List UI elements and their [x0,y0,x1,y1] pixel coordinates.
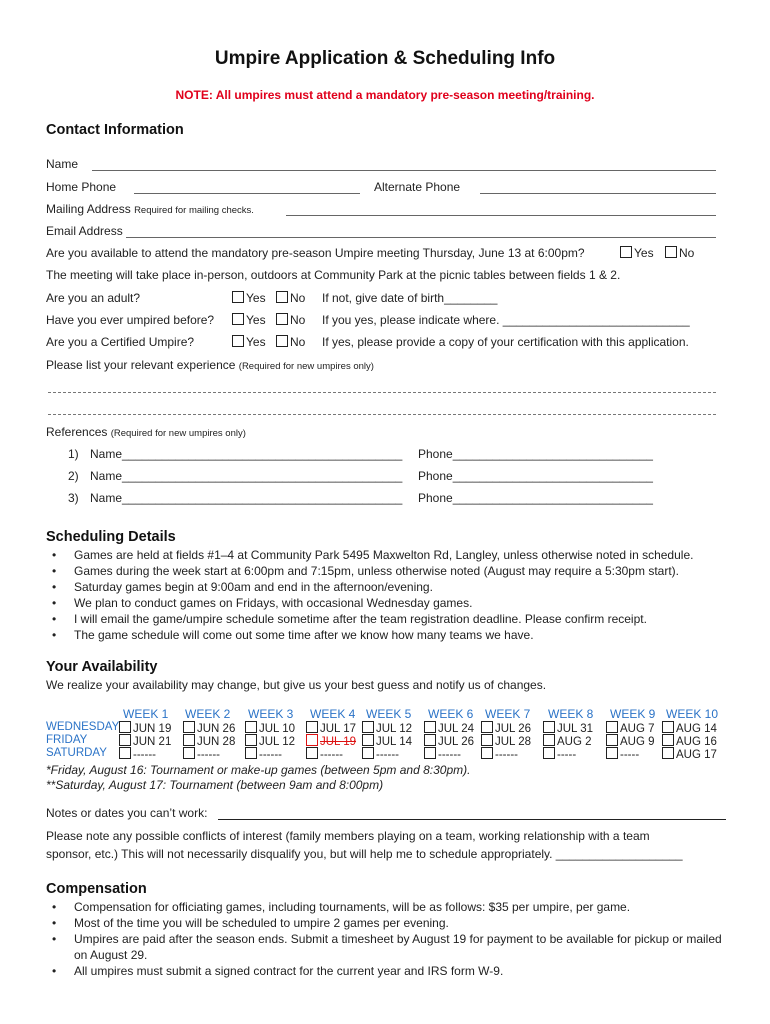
avail-wed-week8[interactable] [543,721,593,735]
checkbox-icon[interactable] [119,721,131,733]
home-phone-field[interactable] [134,193,360,194]
checkbox-icon[interactable] [606,747,618,759]
avail-wed-week3[interactable] [245,721,295,735]
avail-fri-week9[interactable] [606,734,655,748]
email-field[interactable] [126,237,716,238]
reference-phone-field[interactable]: Phone______________________________ [418,491,653,505]
umpired-question: Have you ever umpired before? [46,313,215,327]
umpired-yes-label: Yes [246,313,266,327]
date-label: JUL 17 [320,723,357,735]
references-label [46,425,246,439]
umpired-yes-option[interactable] [232,313,266,327]
date-label: ------ [197,749,220,761]
checkbox-icon[interactable] [543,721,555,733]
reference-name-field[interactable]: Name__________________________________________ [90,447,403,461]
week-header: WEEK 10 [666,707,719,721]
certified-yes-checkbox[interactable] [232,335,244,347]
checkbox-icon[interactable] [662,721,674,733]
date-label: JUL 26 [438,736,475,748]
meeting-no-label: No [679,246,695,260]
reference-name-field[interactable]: Name__________________________________________ [90,469,403,483]
list-item: • We plan to conduct games on Fridays, with occasional Wednesday games. [46,595,746,611]
scheduling-list [46,547,746,643]
checkbox-icon[interactable] [481,721,493,733]
date-label: ------ [320,749,343,761]
avail-sat-week7[interactable] [481,747,518,761]
avail-fri-week8[interactable] [543,734,592,748]
list-item: • Compensation for officiating games, including tournaments, will be as follows: $35 per umpire, per game. [46,899,726,915]
week-header: WEEK 3 [248,707,294,721]
conflicts-text-line2: sponsor, etc.) This will not necessarily disqualify you, but will help me to schedule appropriately. ___________________ [46,847,683,861]
date-label: JUL 28 [495,736,532,748]
avail-fri-week7[interactable] [481,734,531,748]
adult-yes-option[interactable] [232,291,266,305]
meeting-location: The meeting will take place in-person, outdoors at Community Park at the picnic tables between fields 1 & 2. [46,268,621,282]
week-header: WEEK 5 [366,707,412,721]
date-label: AUG 2 [557,736,592,748]
footnote-friday: *Friday, August 16: Tournament or make-up games (between 5pm and 8:30pm). [46,763,471,777]
availability-intro: We realize your availability may change, but give us your best guess and notify us of changes. [46,678,547,692]
reference-phone-field[interactable]: Phone______________________________ [418,447,653,461]
checkbox-icon[interactable] [119,734,131,746]
checkbox-icon[interactable] [306,734,318,746]
avail-sat-week1[interactable] [119,747,156,761]
compensation-list [46,899,726,979]
experience-text: Please list your relevant experience [46,358,236,372]
week-header: WEEK 2 [185,707,231,721]
list-item: • Games during the week start at 6:00pm and 7:15pm, unless otherwise noted (August may require a 5:30pm start). [46,563,746,579]
name-label: Name [46,157,79,171]
avail-wed-week6[interactable] [424,721,474,735]
checkbox-icon[interactable] [606,734,618,746]
meeting-yes-label: Yes [634,246,654,260]
adult-no-checkbox[interactable] [276,291,288,303]
date-label: ------ [259,749,282,761]
reference-row [68,447,79,461]
checkbox-icon[interactable] [183,734,195,746]
checkbox-icon[interactable] [362,734,374,746]
checkbox-icon[interactable] [119,747,131,759]
notes-field[interactable] [218,819,726,820]
avail-fri-week6[interactable] [424,734,474,748]
date-label: AUG 16 [676,736,717,748]
date-label: ------ [133,749,156,761]
checkbox-icon[interactable] [362,747,374,759]
alternate-phone-label: Alternate Phone [374,180,461,194]
scheduling-heading: Scheduling Details [46,529,176,545]
day-label-wednesday: WEDNESDAY [46,721,120,733]
compensation-heading: Compensation [46,881,147,897]
week-header: WEEK 8 [548,707,594,721]
list-item: • I will email the game/umpire schedule sometime after the team registration deadline. Please confirm receipt. [46,611,746,627]
date-label: AUG 17 [676,749,717,761]
umpired-no-checkbox[interactable] [276,313,288,325]
certified-no-checkbox[interactable] [276,335,288,347]
avail-sat-week8[interactable] [543,747,576,761]
list-item: • Saturday games begin at 9:00am and end in the afternoon/evening. [46,579,746,595]
checkbox-icon[interactable] [245,721,257,733]
reference-row [68,491,79,505]
reference-number: 2) [68,469,79,483]
date-label: ----- [620,749,640,761]
certified-question: Are you a Certified Umpire? [46,335,195,349]
certified-yes-label: Yes [246,335,266,349]
email-label: Email Address [46,224,123,238]
week-header: WEEK 9 [610,707,656,721]
date-label: JUN 21 [133,736,172,748]
checkbox-icon[interactable] [543,747,555,759]
week-header: WEEK 7 [485,707,531,721]
week-header: WEEK 1 [123,707,169,721]
checkbox-icon[interactable] [481,747,493,759]
date-label: JUN 26 [197,723,236,735]
avail-wed-week4[interactable] [306,721,356,735]
date-label: AUG 7 [620,723,655,735]
notes-label: Notes or dates you can’t work: [46,806,208,820]
checkbox-icon[interactable] [362,721,374,733]
meeting-question: Are you available to attend the mandatory pre-season Umpire meeting Thursday, June 13 at 6:00pm? [46,246,585,260]
avail-fri-week1[interactable] [119,734,171,748]
date-label: ------ [438,749,461,761]
avail-wed-week9[interactable] [606,721,655,735]
certified-no-option[interactable] [276,335,305,349]
certified-no-label: No [290,335,306,349]
checkbox-icon[interactable] [306,747,318,759]
avail-sat-week6[interactable] [424,747,461,761]
list-item: • All umpires must submit a signed contract for the current year and IRS form W-9. [46,963,726,979]
footnote-saturday: **Saturday, August 17: Tournament (between 9am and 8:00pm) [46,778,384,792]
day-label-friday: FRIDAY [46,734,88,746]
date-label: JUN 19 [133,723,172,735]
date-label: ----- [557,749,577,761]
date-label: JUL 12 [376,723,413,735]
mailing-address-hint: Required for mailing checks. [134,205,254,216]
certified-followup: If yes, please provide a copy of your certification with this application. [322,335,689,349]
meeting-no-checkbox[interactable] [665,246,677,258]
checkbox-icon[interactable] [662,734,674,746]
page-title: Umpire Application & Scheduling Info [214,48,556,69]
checkbox-icon[interactable] [424,747,436,759]
avail-sat-week2[interactable] [183,747,220,761]
avail-wed-week10[interactable] [662,721,717,735]
list-item: • Games are held at fields #1–4 at Community Park 5495 Maxwelton Rd, Langley, unless otherwise noted in schedule. [46,547,746,563]
mandatory-meeting-note: NOTE: All umpires must attend a mandatory pre-season meeting/training. [175,88,595,102]
checkbox-icon[interactable] [481,734,493,746]
references-text: References [46,425,108,439]
mailing-address-field[interactable] [286,215,716,216]
adult-no-option[interactable] [276,291,305,305]
reference-row [68,469,79,483]
name-field[interactable] [92,170,716,171]
experience-line-1[interactable] [48,392,716,393]
date-label: JUL 24 [438,723,475,735]
date-label: JUL 14 [376,736,413,748]
checkbox-icon[interactable] [183,747,195,759]
avail-fri-week10[interactable] [662,734,717,748]
adult-yes-checkbox[interactable] [232,291,244,303]
date-label: JUL 26 [495,723,532,735]
avail-fri-week5[interactable] [362,734,412,748]
umpired-followup: If you yes, please indicate where. ____________________________ [322,313,690,327]
avail-wed-week1[interactable] [119,721,171,735]
day-label-saturday: SATURDAY [46,747,107,759]
home-phone-label: Home Phone [46,180,117,194]
umpired-no-label: No [290,313,306,327]
reference-phone-field[interactable]: Phone______________________________ [418,469,653,483]
experience-label [46,358,374,372]
date-label: ------ [376,749,399,761]
certified-yes-option[interactable] [232,335,266,349]
checkbox-icon[interactable] [424,721,436,733]
contact-heading: Contact Information [46,122,184,138]
avail-sat-week4[interactable] [306,747,343,761]
meeting-no-option[interactable] [665,246,694,260]
checkbox-icon[interactable] [245,734,257,746]
week-header: WEEK 4 [310,707,356,721]
checkbox-icon[interactable] [543,734,555,746]
umpired-yes-checkbox[interactable] [232,313,244,325]
checkbox-icon[interactable] [662,747,674,759]
list-item: • The game schedule will come out some time after we know how many teams we have. [46,627,746,643]
date-label: JUL 19 [320,736,357,748]
avail-sat-week5[interactable] [362,747,399,761]
avail-wed-week5[interactable] [362,721,412,735]
avail-fri-week4[interactable] [306,734,356,748]
adult-followup: If not, give date of birth________ [322,291,498,305]
adult-yes-label: Yes [246,291,266,305]
avail-fri-week3[interactable] [245,734,295,748]
checkbox-icon[interactable] [306,721,318,733]
experience-line-2[interactable] [48,414,716,415]
date-label: ------ [495,749,518,761]
umpired-no-option[interactable] [276,313,305,327]
date-label: AUG 9 [620,736,655,748]
reference-number: 1) [68,447,79,461]
availability-heading: Your Availability [46,659,158,675]
date-label: JUL 10 [259,723,296,735]
mailing-address-text: Mailing Address [46,202,131,216]
meeting-yes-option[interactable] [620,246,654,260]
adult-no-label: No [290,291,306,305]
meeting-yes-checkbox[interactable] [620,246,632,258]
references-hint: (Required for new umpires only) [110,428,246,439]
week-header: WEEK 6 [428,707,474,721]
avail-sat-week3[interactable] [245,747,282,761]
checkbox-icon[interactable] [245,747,257,759]
avail-sat-week9[interactable] [606,747,639,761]
reference-name-field[interactable]: Name__________________________________________ [90,491,403,505]
experience-hint: (Required for new umpires only) [238,361,374,372]
alternate-phone-field[interactable] [480,193,716,194]
reference-number: 3) [68,491,79,505]
mailing-address-label [46,202,254,216]
date-label: JUN 28 [197,736,236,748]
list-item: • Most of the time you will be scheduled to umpire 2 games per evening. [46,915,726,931]
checkbox-icon[interactable] [183,721,195,733]
adult-question: Are you an adult? [46,291,141,305]
avail-sat-week10[interactable] [662,747,717,761]
date-label: JUL 12 [259,736,296,748]
checkbox-icon[interactable] [606,721,618,733]
avail-wed-week2[interactable] [183,721,235,735]
avail-fri-week2[interactable] [183,734,235,748]
date-label: AUG 14 [676,723,717,735]
conflicts-text-line1: Please note any possible conflicts of interest (family members playing on a team, working relationship with a team [46,829,650,843]
avail-wed-week7[interactable] [481,721,531,735]
list-item: • Umpires are paid after the season ends. Submit a timesheet by August 19 for payment to be available for pickup or mailed on August 29. [46,931,726,963]
checkbox-icon[interactable] [424,734,436,746]
date-label: JUL 31 [557,723,594,735]
